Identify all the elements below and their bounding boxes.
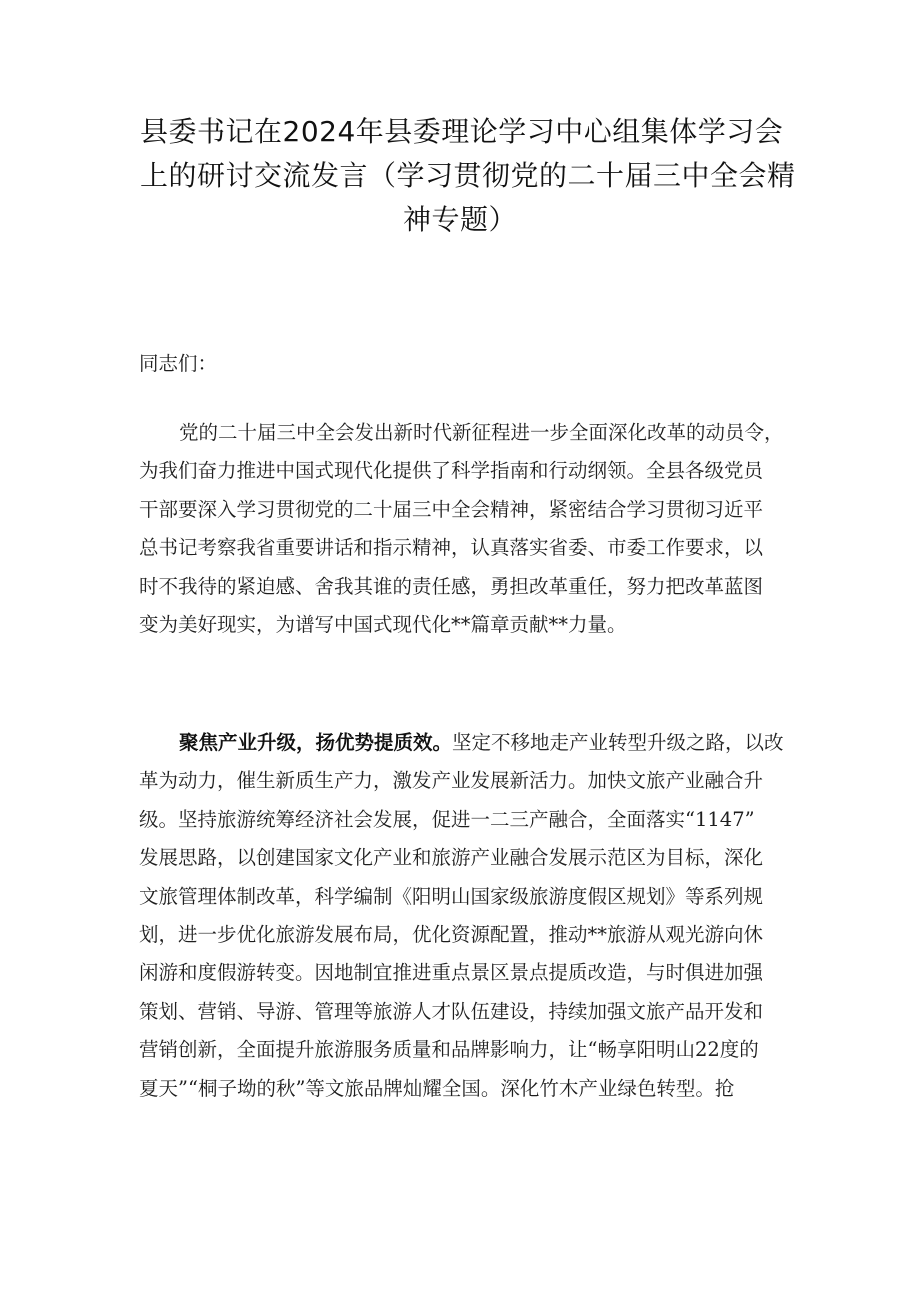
paragraph-line: 革为动力，催生新质生产力，激发产业发展新活力。加快文旅产业融合升 <box>139 769 764 793</box>
paragraph-line: 变为美好现实，为谱写中国式现代化**篇章贡献**力量。 <box>139 612 627 636</box>
paragraph-line: 营销创新，全面提升旅游服务质量和品牌影响力，让“畅享阳明山22度的 <box>139 1038 759 1062</box>
paragraph-line: 划，进一步优化旅游发展布局，优化资源配置，推动**旅游从观光游向休 <box>139 922 764 946</box>
paragraph-line: 总书记考察我省重要讲话和指示精神，认真落实省委、市委工作要求，以 <box>139 536 764 560</box>
paragraph-line: 党的二十届三中全会发出新时代新征程进一步全面深化改革的动员令， <box>179 421 784 444</box>
paragraph-line: 策划、营销、导游、管理等旅游人才队伍建设，持续加强文旅产品开发和 <box>139 999 764 1023</box>
salutation: 同志们： <box>139 352 218 375</box>
paragraph-line: 闲游和度假游转变。因地制宜推进重点景区景点提质改造，与时俱进加强 <box>139 961 764 985</box>
paragraph-industry-upgrade <box>139 724 799 1108</box>
section-heading: 聚焦产业升级，扬优势提质效。 <box>179 731 453 754</box>
title-line: 上的研讨交流发言（学习贯彻党的二十届三中全会精 <box>140 159 796 192</box>
document-title <box>140 110 796 242</box>
title-line: 神专题） <box>402 203 517 236</box>
paragraph-text: 坚定不移地走产业转型升级之路，以改 <box>452 731 784 754</box>
paragraph-line: 夏天”“桐子坳的秋”等文旅品牌灿耀全国。深化竹木产业绿色转型。抢 <box>139 1076 735 1100</box>
paragraph-line: 级。坚持旅游统筹经济社会发展，促进一二三产融合，全面落实“1147” <box>139 807 755 831</box>
paragraph-line: 干部要深入学习贯彻党的二十届三中全会精神，紧密结合学习贯彻习近平 <box>139 497 764 521</box>
paragraph-line: 文旅管理体制改革，科学编制《阳明山国家级旅游度假区规划》等系列规 <box>139 884 764 908</box>
paragraph-intro <box>139 414 799 644</box>
paragraph-line: 发展思路，以创建国家文化产业和旅游产业融合发展示范区为目标，深化 <box>139 846 764 870</box>
paragraph-line: 时不我待的紧迫感、舍我其谁的责任感，勇担改革重任，努力把改革蓝图 <box>139 574 764 598</box>
paragraph-line: 为我们奋力推进中国式现代化提供了科学指南和行动纲领。全县各级党员 <box>139 459 764 483</box>
title-line: 县委书记在2024年县委理论学习中心组集体学习会 <box>140 115 784 148</box>
paragraph-first-line <box>139 724 799 762</box>
